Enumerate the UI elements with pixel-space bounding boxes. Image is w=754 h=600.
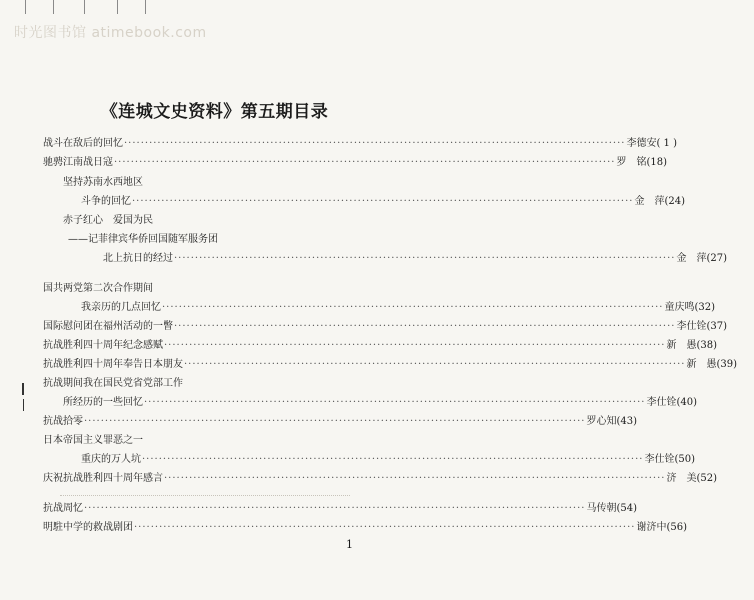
toc-entry-page: (50) bbox=[674, 454, 695, 465]
toc-entry bbox=[43, 281, 392, 296]
toc-entry-title: 抗战胜利四十周年奉告日本朋友 bbox=[43, 359, 183, 370]
toc-entry bbox=[63, 175, 392, 190]
toc-entry-author: 童庆鸣 bbox=[664, 302, 695, 313]
toc-entry-title: 抗战拾零 bbox=[43, 416, 83, 427]
toc-entry bbox=[43, 136, 677, 151]
leader-dots: ························································································································ bbox=[184, 359, 686, 370]
toc-entry-author: 金 萍 bbox=[634, 196, 665, 207]
toc-entry-author: 罗 铭 bbox=[616, 157, 647, 168]
toc-entry-title: 驰骋江南战日寇 bbox=[43, 157, 113, 168]
toc-entry bbox=[43, 319, 727, 334]
toc-entry-author: 李仕铨 bbox=[646, 397, 677, 408]
toc-entry-page: (52) bbox=[696, 473, 717, 484]
toc-entry-author: 李仕铨 bbox=[644, 454, 675, 465]
toc-entry-title: 所经历的一些回忆 bbox=[63, 397, 143, 408]
toc-entry bbox=[43, 414, 637, 429]
watermark: 时光图书馆 atimebook.com bbox=[14, 25, 207, 41]
leader-dots: ························································································································ bbox=[164, 473, 666, 484]
toc-entry-title: 国共两党第二次合作期间 bbox=[43, 283, 153, 294]
toc-entry-title: 斗争的回忆 bbox=[81, 196, 131, 207]
toc-entry bbox=[43, 376, 392, 391]
leader-dots: ························································································································ bbox=[162, 302, 664, 313]
toc-entry-page: (24) bbox=[664, 196, 685, 207]
leader-dots: ························································································································ bbox=[132, 196, 634, 207]
toc-entry-page: (54) bbox=[616, 503, 637, 514]
toc-entry-page: (38) bbox=[696, 340, 717, 351]
toc-entry-page: (32) bbox=[694, 302, 715, 313]
toc-entry-title: 抗战周忆 bbox=[43, 503, 83, 514]
toc-entry-author: 济 美 bbox=[666, 473, 697, 484]
toc-entry-page: (18) bbox=[646, 157, 667, 168]
toc-entry bbox=[43, 520, 687, 535]
toc-entry-title: 重庆的万人坑 bbox=[81, 454, 141, 465]
leader-dots: ························································································································ bbox=[84, 503, 586, 514]
toc-entry-page: (56) bbox=[666, 522, 687, 533]
toc-entry bbox=[43, 338, 717, 353]
toc-entry-author: 新 愚 bbox=[686, 359, 717, 370]
leader-dots: ························································································································ bbox=[114, 157, 616, 168]
toc-entry-title: 明駐中学的救战剧团 bbox=[43, 522, 133, 533]
toc-entry-author: 金 萍 bbox=[676, 253, 707, 264]
toc-entry-title: 北上抗日的经过 bbox=[103, 253, 173, 264]
leader-dots: ························································································································ bbox=[174, 321, 676, 332]
toc-entry-title: 国际慰问团在福州活动的一瞥 bbox=[43, 321, 173, 332]
toc-entry-title: 坚持苏南水西地区 bbox=[63, 177, 143, 188]
leader-dots: ························································································································ bbox=[142, 454, 644, 465]
toc-entry bbox=[68, 232, 392, 247]
scan-top-border bbox=[0, 0, 429, 14]
leader-dots: ························································································································ bbox=[124, 138, 626, 149]
toc-entry bbox=[103, 251, 727, 266]
toc-entry-title: 抗战期间我在国民党省党部工作 bbox=[43, 378, 183, 389]
toc-entry-author: 新 愚 bbox=[666, 340, 697, 351]
toc-entry-title: 赤子红心 爱国为民 bbox=[63, 215, 153, 226]
toc-entry bbox=[81, 300, 715, 315]
toc-entry-title: 我亲历的几点回忆 bbox=[81, 302, 161, 313]
toc-entry bbox=[43, 501, 637, 516]
toc-entry-title: ——记菲律宾华侨回国随军服务团 bbox=[68, 234, 218, 245]
section-divider bbox=[60, 495, 350, 496]
leader-dots: ························································································································ bbox=[164, 340, 666, 351]
toc-entry-title: 抗战胜利四十周年纪念感赋 bbox=[43, 340, 163, 351]
margin-mark bbox=[22, 383, 24, 395]
toc-entry bbox=[63, 213, 392, 228]
toc-entry-author: 罗心知 bbox=[586, 416, 617, 427]
toc-entry bbox=[81, 452, 695, 467]
margin-mark bbox=[23, 399, 24, 411]
toc-entry-author: 李德安 bbox=[626, 138, 657, 149]
toc-entry-title: 战斗在敌后的回忆 bbox=[43, 138, 123, 149]
toc-entry-page: (37) bbox=[706, 321, 727, 332]
toc-entry-page: (39) bbox=[716, 359, 737, 370]
leader-dots: ························································································································ bbox=[174, 253, 676, 264]
toc-entry-author: 谢济中 bbox=[636, 522, 667, 533]
toc-entry-page: (27) bbox=[706, 253, 727, 264]
toc-entry-title: 日本帝国主义罪恶之一 bbox=[43, 435, 143, 446]
toc-entry bbox=[43, 471, 717, 486]
toc-entry-author: 李仕铨 bbox=[676, 321, 707, 332]
toc-entry-page: ( 1 ) bbox=[656, 138, 677, 149]
toc-entry bbox=[43, 155, 667, 170]
page-title: 《连城文史资料》第五期目录 bbox=[100, 102, 329, 122]
leader-dots: ························································································································ bbox=[144, 397, 646, 408]
leader-dots: ························································································································ bbox=[134, 522, 636, 533]
toc-entry-title: 庆祝抗战胜利四十周年感言 bbox=[43, 473, 163, 484]
toc-entry-author: 马传朝 bbox=[586, 503, 617, 514]
toc-entry bbox=[63, 395, 697, 410]
toc-entry bbox=[43, 357, 737, 372]
page-number: 1 bbox=[346, 538, 353, 551]
toc-entry bbox=[81, 194, 685, 209]
toc-entry-page: (40) bbox=[676, 397, 697, 408]
toc-entry bbox=[43, 433, 392, 448]
toc-entry-page: (43) bbox=[616, 416, 637, 427]
leader-dots: ························································································································ bbox=[84, 416, 586, 427]
